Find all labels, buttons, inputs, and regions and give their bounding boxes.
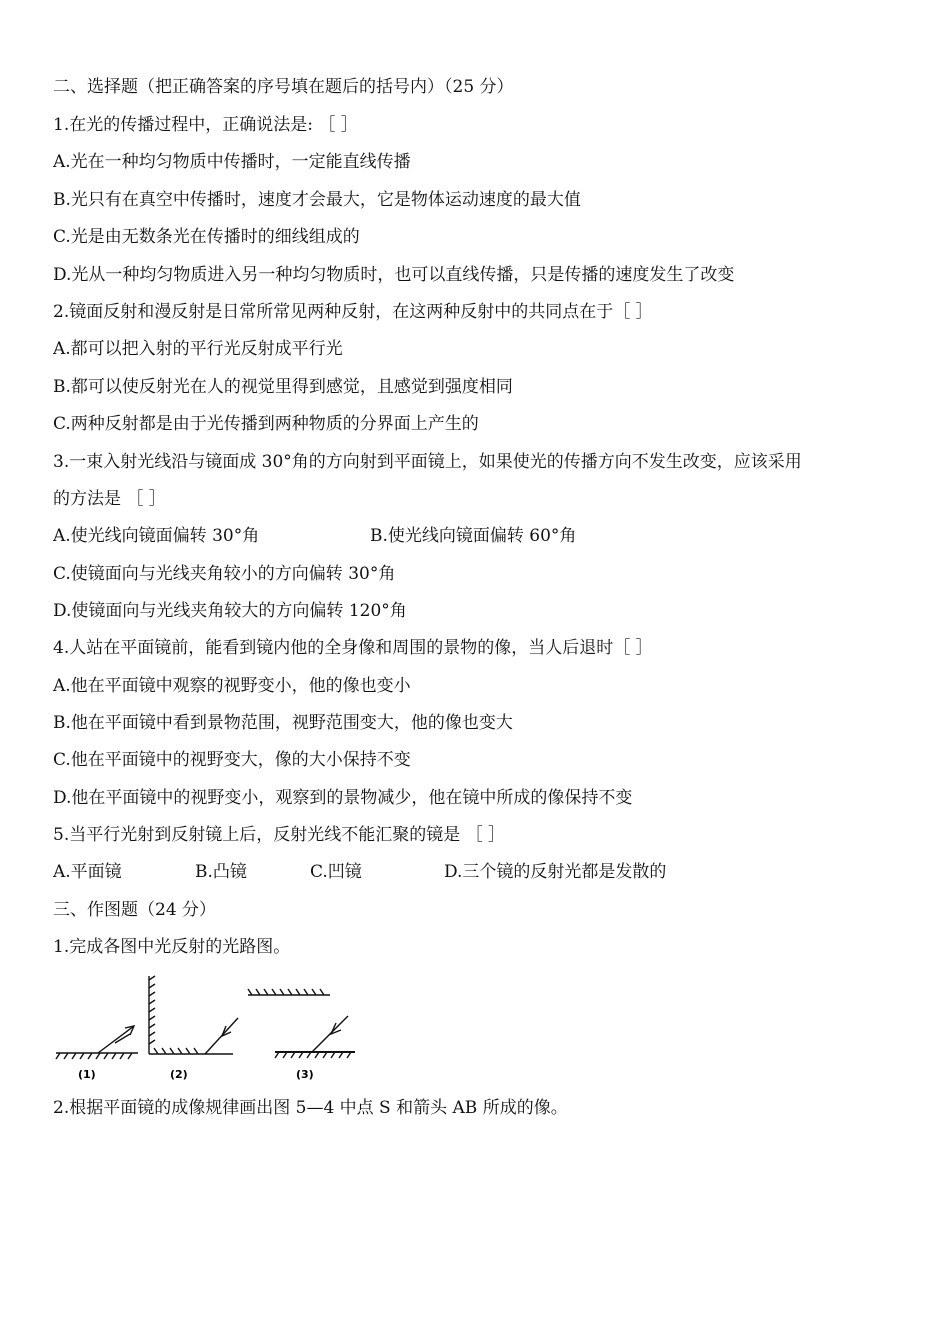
q2-option-c: C.两种反射都是由于光传播到两种物质的分界面上产生的 <box>53 414 479 434</box>
figure-2-label: (2) <box>170 1068 188 1081</box>
q5-option-c: C.凹镜 <box>310 862 362 882</box>
s3-q1-stem: 1.完成各图中光反射的光路图。 <box>53 937 291 957</box>
q4-option-a: A.他在平面镜中观察的视野变小，他的像也变小 <box>53 676 411 696</box>
q1-option-a: A.光在一种均匀物质中传播时，一定能直线传播 <box>53 152 411 172</box>
figure-2-mirrors <box>149 976 233 1054</box>
figure-1-ray <box>98 1026 134 1053</box>
figure-1-mirror <box>56 1053 138 1059</box>
q3-stem-line2: 的方法是 ［ ］ <box>53 489 166 509</box>
s3-q2-stem: 2.根据平面镜的成像规律画出图 5—4 中点 S 和箭头 AB 所成的像。 <box>53 1098 568 1118</box>
reflection-diagrams <box>50 968 370 1088</box>
figure-3-ray <box>312 1016 348 1052</box>
figure-1-label: (1) <box>78 1068 96 1081</box>
figure-3-top-mirror <box>248 989 330 995</box>
q4-option-d: D.他在平面镜中的视野变小，观察到的景物减少，他在镜中所成的像保持不变 <box>53 788 633 808</box>
figure-2-ray <box>205 1018 238 1054</box>
section3-title: 三、作图题（24 分） <box>53 900 217 920</box>
q1-option-b: B.光只有在真空中传播时，速度才会最大，它是物体运动速度的最大值 <box>53 190 581 210</box>
figure-3-bottom-mirror <box>275 1052 355 1058</box>
q3-option-b: B.使光线向镜面偏转 60°角 <box>370 526 577 546</box>
q5-option-d: D.三个镜的反射光都是发散的 <box>444 862 667 882</box>
q1-option-c: C.光是由无数条光在传播时的细线组成的 <box>53 227 360 247</box>
q3-option-a: A.使光线向镜面偏转 30°角 <box>53 526 260 546</box>
q4-option-c: C.他在平面镜中的视野变大，像的大小保持不变 <box>53 750 411 770</box>
q3-option-d: D.使镜面向与光线夹角较大的方向偏转 120°角 <box>53 601 407 621</box>
q2-option-a: A.都可以把入射的平行光反射成平行光 <box>53 339 343 359</box>
section2-title: 二、选择题（把正确答案的序号填在题后的括号内）（25 分） <box>53 77 514 97</box>
q1-stem: 1.在光的传播过程中，正确说法是: ［ ］ <box>53 115 358 135</box>
figure-3-label: (3) <box>296 1068 314 1081</box>
q4-option-b: B.他在平面镜中看到景物范围，视野范围变大，他的像也变大 <box>53 713 513 733</box>
q2-option-b: B.都可以使反射光在人的视觉里得到感觉，且感觉到强度相同 <box>53 377 513 397</box>
q5-option-a: A.平面镜 <box>53 862 122 882</box>
q4-stem: 4.人站在平面镜前，能看到镜内他的全身像和周围的景物的像，当人后退时［ ］ <box>53 638 653 658</box>
q3-stem-line1: 3.一束入射光线沿与镜面成 30°角的方向射到平面镜上，如果使光的传播方向不发生改变，应该采用 <box>53 452 802 472</box>
q2-stem: 2.镜面反射和漫反射是日常所常见两种反射，在这两种反射中的共同点在于［ ］ <box>53 302 653 322</box>
q3-option-c: C.使镜面向与光线夹角较小的方向偏转 30°角 <box>53 564 396 584</box>
q5-stem: 5.当平行光射到反射镜上后，反射光线不能汇聚的镜是 ［ ］ <box>53 825 506 845</box>
q1-option-d: D.光从一种均匀物质进入另一种均匀物质时，也可以直线传播，只是传播的速度发生了改变 <box>53 265 735 285</box>
q5-option-b: B.凸镜 <box>195 862 247 882</box>
